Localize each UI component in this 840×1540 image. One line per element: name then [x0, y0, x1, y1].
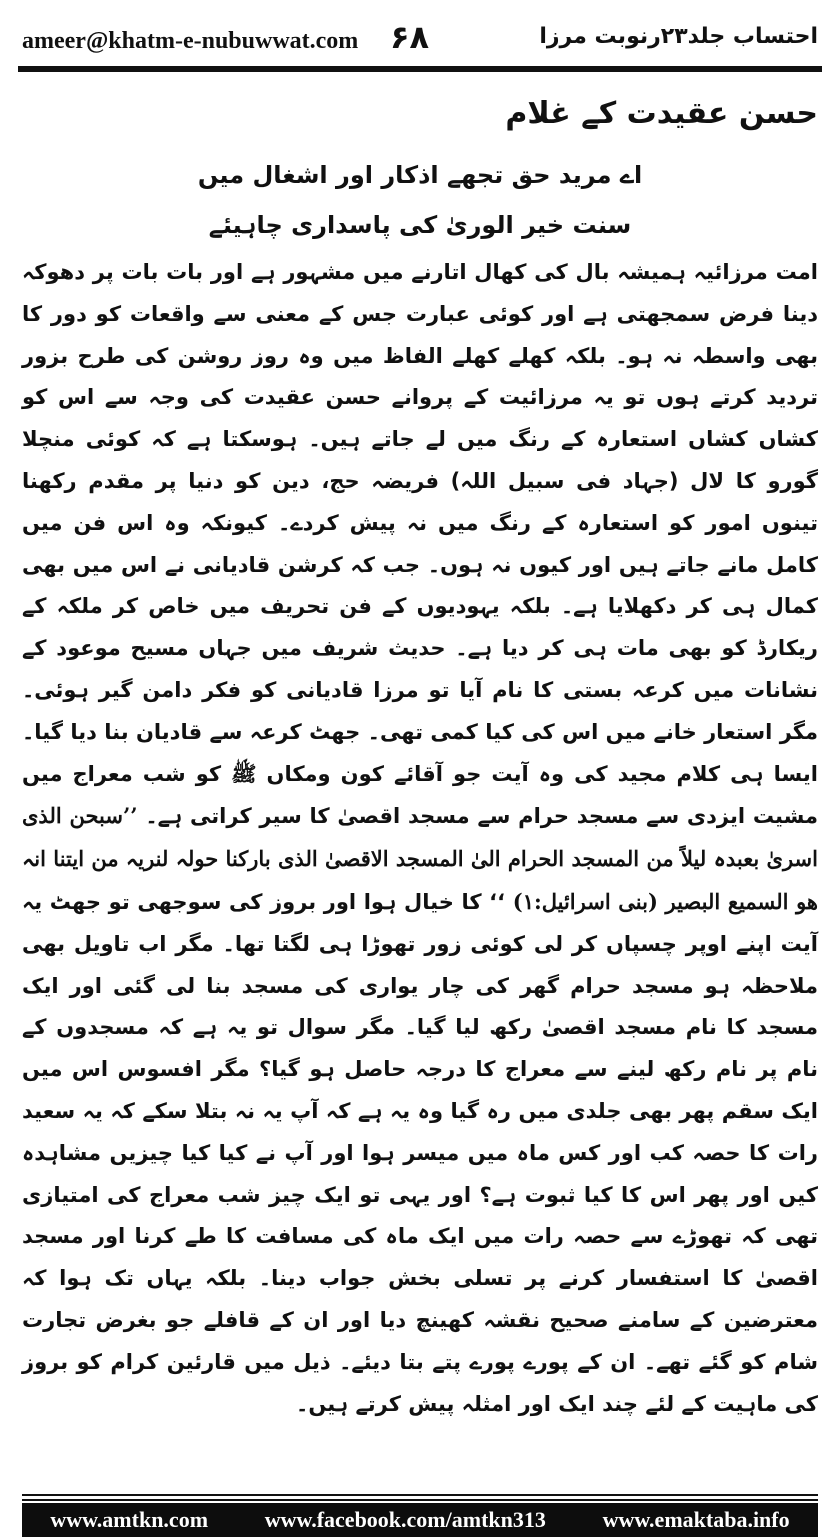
body-text-part-1: امت مرزائیہ ہمیشہ بال کی کھال اتارنے میں مشہور ہے اور بات بات پر دھوکہ دینا فرض سمجھتی ہے اور کوئی عبارت جس کے معنی سے واقعات کو دور کا بھی واسطہ نہ ہو۔ بلکہ کھلے کھلے الفاظ میں وہ روز روشن کی طرح بزور تردید کرتے ہوں تو یہ مرزائیت کے پروانے حسن عقیدت کی وجہ سے اس کو کشاں کشاں استعارہ کے رنگ میں لے جاتے ہیں۔ ہوسکتا ہے کہ کوئی منچلا گورو کا لال (جہاد فی سبیل اللہ) فریضہ حج، دین کو دنیا پر مقدم رکھنا تینوں امور کو استعارہ کے رنگ میں نہ پیش کردے۔ کیونکہ وہ اس فن میں کامل مانے جاتے ہیں اور کیوں نہ ہوں۔ جب کہ کرشن قادیانی نے اس میں بھی کمال ہی کر دکھلایا ہے۔ بلکہ یہودیوں کے فن تحریف میں خاص کر ملکہ کے ریکارڈ کو بھی مات ہی کر دیا ہے۔ حدیث شریف میں جہاں مسیح موعود کے نشانات میں کرعہ بستی کا نام آیا تو مرزا قادیانی کو فکر دامن گیر ہوئی۔ مگر استعار خانے میں اس کی کیا کمی تھی۔ جھٹ کرعہ سے قادیان بنا دیا گیا۔ ایسا ہی کلام مجید کی وہ آیت جو آقائے کون ومکاں ﷺ کو شب معراج میں مشیت ایزدی سے مسجد حرام سے مسجد اقصیٰ کا سیر کراتی ہے۔	[22, 260, 819, 829]
section-title: حسن عقیدت کے غلام	[505, 96, 818, 131]
body-paragraph	[22, 252, 818, 1425]
quran-verse: ’’سبحن الذی اسریٰ بعبدہ لیلاً من المسجد الحرام الیٰ المسجد الاقصیٰ الذی بارکنا حولہ لنریہ من ایتنا انہ ھو السمیع البصیر (بنی اسرائیل:۱)	[22, 803, 818, 914]
footer-link-amtkn[interactable]: www.amtkn.com	[50, 1507, 209, 1532]
verse-line-2: سنت خیر الوریٰ کی پاسداری چاہیئے	[208, 211, 632, 239]
page-content	[22, 84, 818, 1425]
footer-rule-double	[22, 1499, 818, 1501]
running-title: احتساب جلد۲۳رنوبت مرزا	[539, 24, 818, 49]
body-text-part-2: ‘‘ کا خیال ہوا اور بروز کی سوجھی تو جھٹ یہ آیت اپنے اوپر چسپاں کر لی کوئی زور تھوڑا ہی لگتا تھا۔ مگر اب تاویل بھی ملاحظہ ہو مسجد حرام گھر کی چار یواری کی مسجد بنا لی گئی اور ایک مسجد کا نام مسجد اقصیٰ رکھ لیا گیا۔ مگر سوال تو یہ ہے کہ مسجدوں کے نام پر نام رکھ لینے سے معراج کا درجہ حاصل ہو گیا؟ مگر افسوس اس میں ایک سقم پھر بھی جلدی میں رہ گیا وہ یہ ہے کہ آپ یہ نہ بتلا سکے کہ یہ سعید رات کا حصہ کب اور کس ماہ میں میسر ہوا اور آپ نے کیا کیا چیزیں مشاہدہ کیں اور پھر اس کا کیا ثبوت ہے؟ اور یہی تو ایک چیز شب معراج کی امتیازی تھی کہ تھوڑے سے حصہ رات میں ایک ماہ کی مسافت کا طے کرنا اور مسجد اقصیٰ کا استفسار کرنے پر تسلی بخش جواب دینا۔ بلکہ یہاں تک ہوا کہ معترضین کے سامنے صحیح نقشہ کھینچ دیا اور ان کے قافلے جو بغرض تجارت شام کو گئے تھے۔ ان کے پورے پورے پتے بتا دیئے۔ ذیل میں قارئین کرام کو بروز کی ماہیت کے لئے چند ایک اور امثلہ پیش کرتے ہیں۔	[22, 889, 818, 1416]
header-rule	[18, 66, 822, 72]
header-email: ameer@khatm-e-nubuwwat.com	[22, 28, 359, 54]
verse-line-1: اے مرید حق تجھے اذکار اور اشغال میں	[197, 161, 643, 189]
footer-link-emaktaba[interactable]: www.emaktaba.info	[602, 1507, 790, 1532]
page-number: ۶۸	[390, 18, 430, 56]
footer-link-facebook[interactable]: www.facebook.com/amtkn313	[264, 1507, 546, 1532]
footer-rule	[22, 1494, 818, 1496]
page-header	[22, 18, 818, 62]
page-footer	[22, 1503, 818, 1537]
